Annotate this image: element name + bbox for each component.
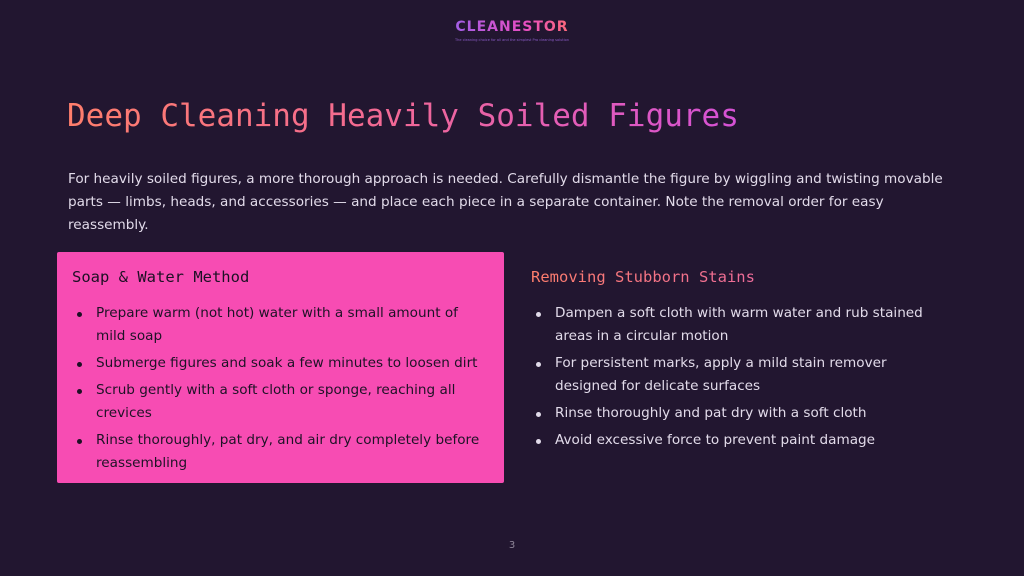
- list-item: [72, 352, 488, 375]
- list-item: [72, 429, 488, 475]
- list-item-text: Scrub gently with a soft cloth or sponge, reaching all crevices: [96, 382, 456, 421]
- bullet-icon: [77, 362, 82, 367]
- list-item: [531, 402, 950, 425]
- stubborn-stains-list: [531, 302, 950, 452]
- soap-water-list: [72, 302, 488, 475]
- list-item-text: Rinse thoroughly and pat dry with a soft cloth: [555, 405, 867, 421]
- list-item-text: Prepare warm (not hot) water with a small amount of mild soap: [96, 305, 458, 344]
- list-item: [531, 302, 950, 348]
- bullet-icon: [536, 439, 541, 444]
- soap-water-title: Soap & Water Method: [72, 268, 250, 286]
- bullet-icon: [536, 362, 541, 367]
- logo-wordmark: CLEANESTOR: [455, 19, 569, 35]
- intro-paragraph: For heavily soiled figures, a more thorough approach is needed. Carefully dismantle the figure by wiggling and twisting movable parts — limbs, heads, and accessories — and place each piece in a separate container. Note the removal order for easy reassembly.: [68, 171, 943, 233]
- list-item: [531, 429, 950, 452]
- bullet-icon: [77, 312, 82, 317]
- list-item: [72, 302, 488, 348]
- bullet-icon: [77, 439, 82, 444]
- brand-logo: [0, 16, 1024, 43]
- stubborn-stains-title: Removing Stubborn Stains: [531, 266, 950, 288]
- list-item-text: Rinse thoroughly, pat dry, and air dry completely before reassembling: [96, 432, 480, 471]
- page-number: 3: [508, 540, 516, 551]
- logo-tagline: The cleaning choice for all and the simplest Pro cleaning solution: [454, 38, 569, 42]
- list-item: [531, 352, 950, 398]
- list-item-text: Dampen a soft cloth with warm water and rub stained areas in a circular motion: [555, 305, 923, 344]
- bullet-icon: [536, 312, 541, 317]
- list-item-text: Avoid excessive force to prevent paint damage: [555, 432, 876, 448]
- list-item: [72, 379, 488, 425]
- list-item-text: Submerge figures and soak a few minutes to loosen dirt: [96, 355, 478, 371]
- stubborn-stains-card: [516, 252, 966, 483]
- list-item-text: For persistent marks, apply a mild stain remover designed for delicate surfaces: [555, 355, 887, 394]
- soap-water-card: [57, 252, 504, 483]
- bullet-icon: [77, 389, 82, 394]
- slide-title: Deep Cleaning Heavily Soiled Figures: [67, 94, 739, 138]
- bullet-icon: [536, 412, 541, 417]
